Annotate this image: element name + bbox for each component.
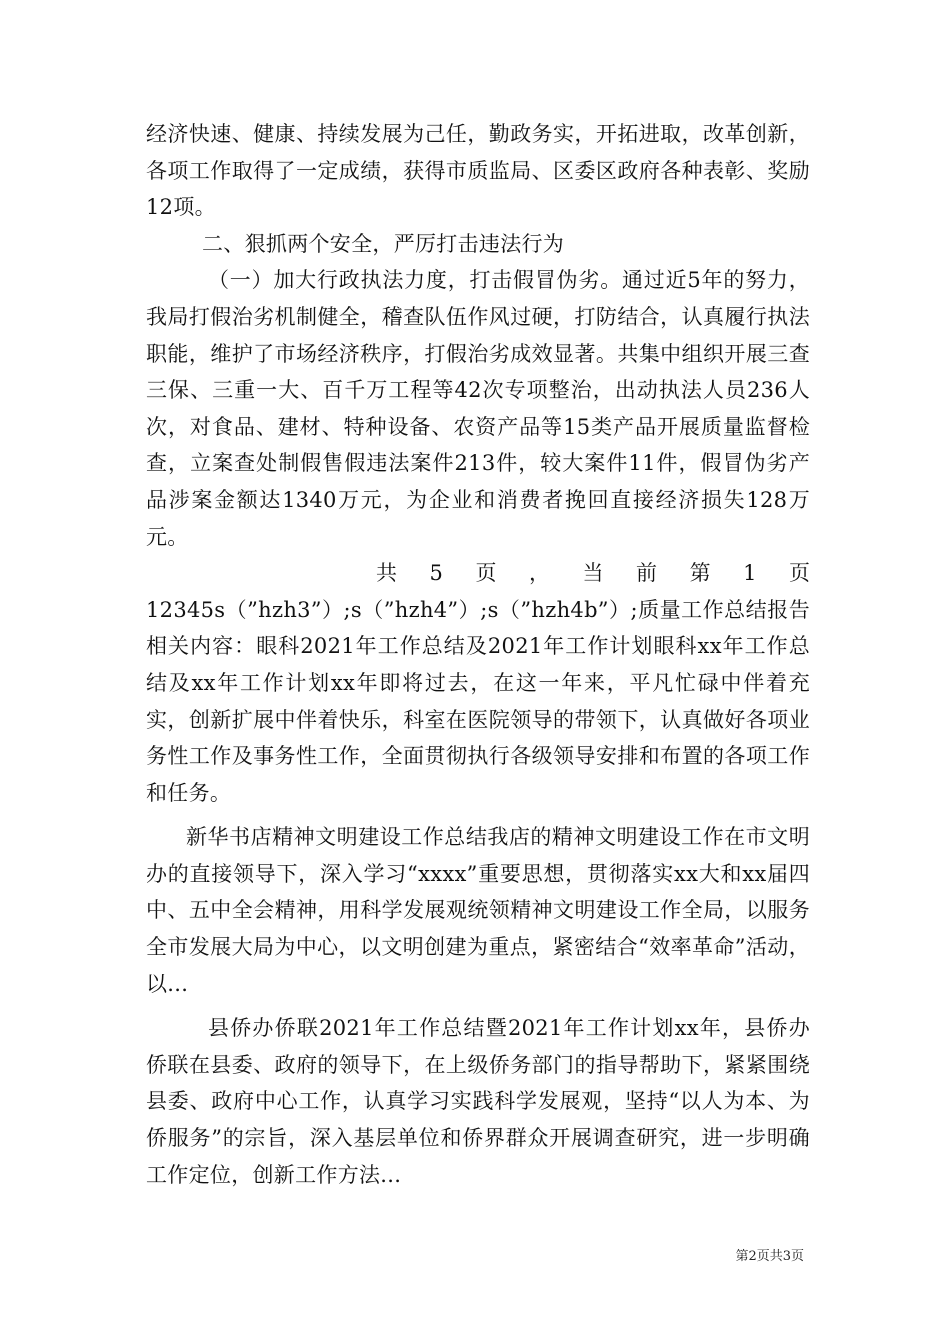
- pager-word: 第: [689, 561, 711, 586]
- paragraph-intro: 经济快速、健康、持续发展为己任，勤政务实，开拓进取，改革创新，各项工作取得了一定成绩，获得市质监局、区委区政府各种表彰、奖励12项。: [146, 122, 810, 220]
- pager-word: 共: [376, 561, 397, 586]
- pager-current: 1: [743, 561, 757, 586]
- pager-word: 前: [636, 561, 658, 586]
- pager-comma: ，: [528, 561, 550, 586]
- document-body: [146, 116, 810, 1193]
- paragraph-overseas: 县侨办侨联2021年工作总结暨2021年工作计划xx年，县侨办侨联在县委、政府的领导下，在上级侨务部门的指导帮助下，紧紧围绕县委、政府中心工作，认真学习实践科学发展观，坚持“以人为本、为侨服务”的宗旨，深入基层单位和侨界群众开展调查研究，进一步明确工作定位，创新工作方法...: [146, 1016, 810, 1187]
- paragraph-bookstore: 新华书店精神文明建设工作总结我店的精神文明建设工作在市文明办的直接领导下，深入学习“xxxx”重要思想，贯彻落实xx大和xx届四中、五中全会精神，用科学发展观统领精神文明建设工作全局，以服务全市发展大局为中心，以文明创建为重点，紧密结合“效率革命”活动，以...: [146, 825, 810, 996]
- paragraph-related: 12345s（”hzh3”）;s（”hzh4”）;s（”hzh4b”）;质量工作总结报告相关内容：眼科2021年工作总结及2021年工作计划眼科xx年工作总结及xx年工作计划xx年即将过去，在这一年来，平凡忙碌中伴着充实，创新扩展中伴着快乐，科室在医院领导的带领下，认真做好各项业务性工作及事务性工作，全面贯彻执行各级领导安排和布置的各项工作和任务。: [146, 597, 810, 805]
- pager-total: 5: [429, 561, 443, 586]
- page-footer: 第2页共3页: [735, 1249, 804, 1264]
- pager-word: 页: [475, 561, 497, 586]
- paragraph-enforcement: （一）加大行政执法力度，打击假冒伪劣。通过近5年的努力，我局打假治劣机制健全，稽查队伍作风过硬，打防结合，认真履行执法职能，维护了市场经济秩序，打假治劣成效显著。共集中组织开展三查三保、三重一大、百千万工程等42次专项整治，出动执法人员236人次，对食品、建材、特种设备、农资产品等15类产品开展质量监督检查，立案查处制假售假违法案件213件，较大案件11件，假冒伪劣产品涉案金额达1340万元，为企业和消费者挽回直接经济损失128万元。: [146, 268, 810, 549]
- pager-word: 当: [582, 561, 604, 586]
- page-indicator-line: [146, 555, 810, 592]
- section-heading: 二、狠抓两个安全，严厉打击违法行为: [202, 231, 565, 256]
- pager-word: 页: [789, 561, 810, 586]
